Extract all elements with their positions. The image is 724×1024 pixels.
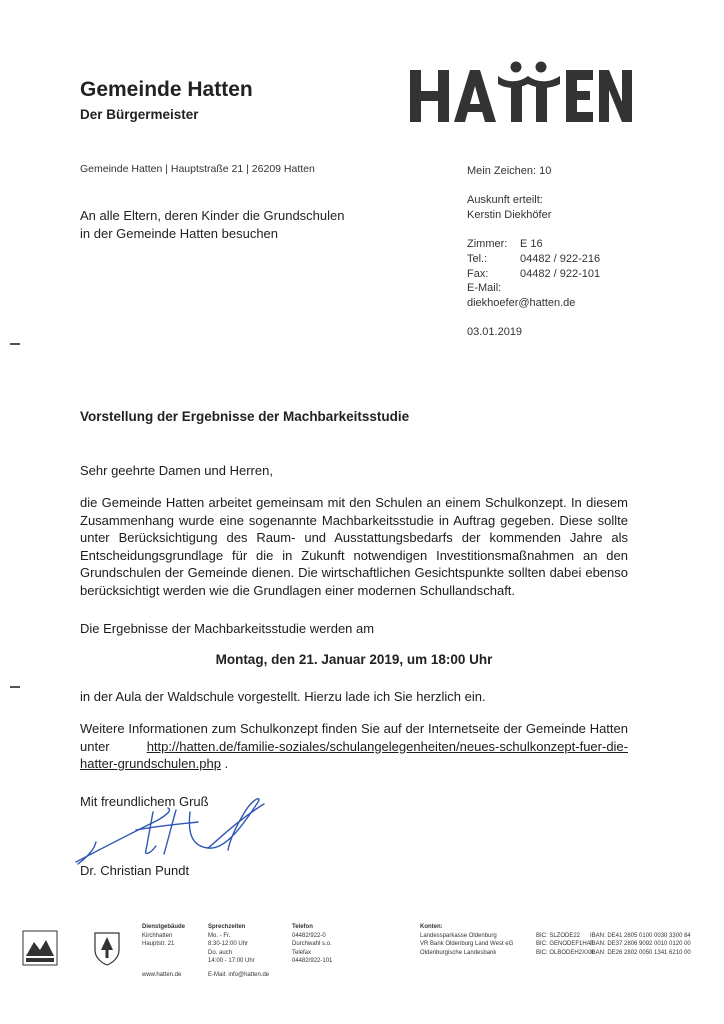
org-name: Gemeinde Hatten [80, 78, 253, 101]
footer-hours-line: Mo. - Fr. [208, 932, 231, 939]
room-label: Zimmer: [467, 238, 508, 250]
salutation: Sehr geehrte Damen und Herren, [80, 463, 273, 478]
school-emblem-icon [22, 930, 58, 966]
footer-iban-line: IBAN: DE37 2806 9092 0010 0120 00 [590, 941, 691, 947]
email-label: E-Mail: [467, 282, 502, 294]
department: Der Bürgermeister [80, 107, 199, 122]
footer-hours-line: 8:30-12:00 Uhr [208, 941, 249, 947]
footer-bank: VR Bank Oldenburg Land West eG [420, 941, 514, 947]
fold-mark [10, 343, 20, 345]
footer-phone-line: 04482/922-101 [292, 958, 333, 964]
body-paragraph-2: Die Ergebnisse der Machbarkeitsstudie werden am [80, 621, 375, 636]
recipient-line: in der Gemeinde Hatten besuchen [80, 226, 279, 241]
body-paragraph-3: in der Aula der Waldschule vorgestellt. Hierzu lade ich Sie herzlich ein. [80, 689, 486, 704]
email-value: diekhoefer@hatten.de [467, 297, 576, 309]
footer-hours [208, 923, 255, 966]
footer-iban [590, 932, 691, 958]
footer-bic-line: BIC: GENODEF1HAT [536, 941, 594, 947]
footer-hours-title: Sprechzeiten [208, 924, 246, 930]
closing: Mit freundlichem Gruß [80, 794, 209, 809]
footer-office-line: Kirchhatten [142, 932, 173, 939]
signature [68, 790, 278, 870]
recipient-line: An alle Eltern, deren Kinder die Grundschulen [80, 208, 345, 223]
footer-phone [292, 923, 332, 966]
recipient-block [80, 207, 345, 243]
fax-label: Fax: [467, 268, 489, 280]
event-datetime: Montag, den 21. Januar 2019, um 18:00 Uhr [215, 652, 493, 667]
phone-label: Tel.: [467, 253, 488, 265]
footer-office-title: Dienstgebäude [142, 924, 186, 930]
footer-bic-line: BIC: OLBODEH2XXX [536, 949, 595, 956]
subject-line: Vorstellung der Ergebnisse der Machbarkeitsstudie [80, 409, 410, 424]
body-paragraph-1: die Gemeinde Hatten arbeitet gemeinsam mit den Schulen an einem Schulkonzept. In diesem Zusammenhang wurde eine sogenannte Machbarkeitsstudie in Auftrag gegeben. Diese sollte unter Berücksichtigung des Raum- und Ausstattungsbedarfs der kommenden Jahre als Entscheidungsgrundlage für die in Zukunft notwendigen Investitionsmaßnahmen an den Grundschulen der Gemeinde dienen. Die wirtschaftlichen Gesichtspunkte sollten dabei ebenso berücksichtigt werden wie die Grundlagen einer modernen Schullandschaft. [80, 495, 628, 598]
hatten-logo [408, 58, 634, 130]
footer-phone-line: Durchwahl s.o. [292, 941, 332, 947]
footer-phone-line: Telefax [292, 949, 312, 956]
footer-iban-line: IBAN: DE26 2802 0050 1341 6210 00 [590, 949, 691, 956]
footer-bank: Oldenburgische Landesbank [420, 949, 497, 956]
contact-name: Kerstin Diekhöfer [467, 209, 552, 221]
footer-web-link[interactable]: www.hatten.de [142, 972, 182, 978]
footer-hours-line: Do. auch [208, 949, 233, 956]
footer-accounts-title: Konten: [420, 924, 443, 930]
footer-bic [536, 932, 594, 958]
footer-office [142, 923, 185, 949]
phone-value: 04482 / 922-216 [520, 253, 601, 265]
fold-mark [10, 686, 20, 688]
footer-bic-line: BIC: SLZODE22 [536, 932, 581, 939]
fax-value: 04482 / 922-101 [520, 268, 601, 280]
footer-email[interactable]: E-Mail: info@hatten.de [208, 972, 270, 978]
room-value: E 16 [520, 238, 543, 250]
coat-of-arms-icon [92, 930, 122, 966]
link-suffix: . [220, 756, 229, 771]
footer-bank: Landessparkasse Oldenburg [420, 932, 497, 939]
letter-date: 03.01.2019 [467, 326, 523, 338]
footer-phone-title: Telefon [292, 924, 313, 930]
body-paragraph-4 [80, 720, 628, 773]
footer-iban-line: IBAN: DE41 2805 0100 0030 3300 84 [590, 932, 691, 939]
contact-label: Auskunft erteilt: [467, 194, 543, 206]
footer-phone-line: 04482/922-0 [292, 932, 326, 939]
footer-accounts [420, 923, 513, 957]
signer-name: Dr. Christian Pundt [80, 863, 190, 878]
info-text: Weitere Informationen zum Schulkonzept finden Sie auf der Internetseite der Gemeinde Hatten unter [80, 721, 628, 754]
footer-office-line: Hauptstr. 21 [142, 941, 175, 947]
footer-hours-line: 14:00 - 17:00 Uhr [208, 958, 255, 964]
schulkonzept-link[interactable]: http://hatten.de/familie-soziales/schulangelegenheiten/neues-schulkonzept-fuer-die-hatter-grundschulen.php [80, 738, 628, 771]
sender-line: Gemeinde Hatten | Hauptstraße 21 | 26209 Hatten [80, 163, 315, 175]
reference-number: Mein Zeichen: 10 [467, 165, 552, 177]
